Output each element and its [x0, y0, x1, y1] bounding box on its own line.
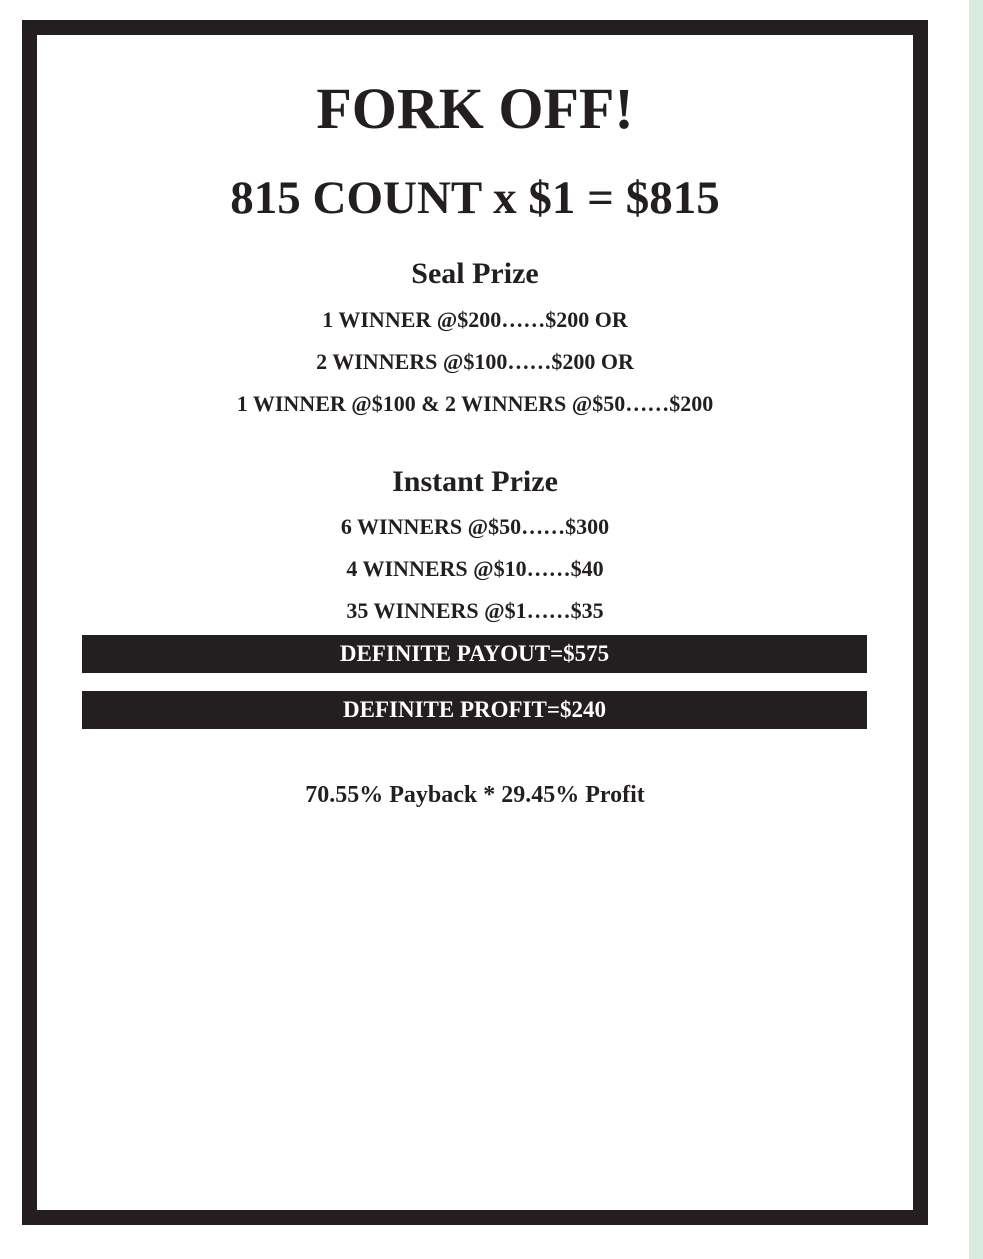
flyer-sheet	[22, 20, 928, 1225]
side-strip	[969, 0, 983, 1259]
payback-line: 70.55% Payback * 29.45% Profit	[305, 782, 645, 808]
seal-prize-heading: Seal Prize	[411, 257, 539, 290]
payout-bar: DEFINITE PAYOUT=$575	[82, 635, 867, 673]
instant-prize-line: 6 WINNERS @$50……$300	[340, 514, 610, 539]
profit-bar: DEFINITE PROFIT=$240	[82, 691, 867, 729]
instant-prize-heading: Instant Prize	[392, 465, 558, 498]
seal-prize-line: 1 WINNER @$200……$200 OR	[322, 307, 628, 332]
instant-prize-line: 35 WINNERS @$1……$35	[346, 598, 604, 623]
page-title: FORK OFF!	[316, 76, 634, 141]
seal-prize-line: 1 WINNER @$100 & 2 WINNERS @$50……$200	[236, 391, 714, 416]
instant-prize-line: 4 WINNERS @$10……$40	[346, 556, 604, 581]
seal-prize-line: 2 WINNERS @$100……$200 OR	[316, 349, 634, 374]
count-line: 815 COUNT x $1 = $815	[230, 172, 720, 224]
